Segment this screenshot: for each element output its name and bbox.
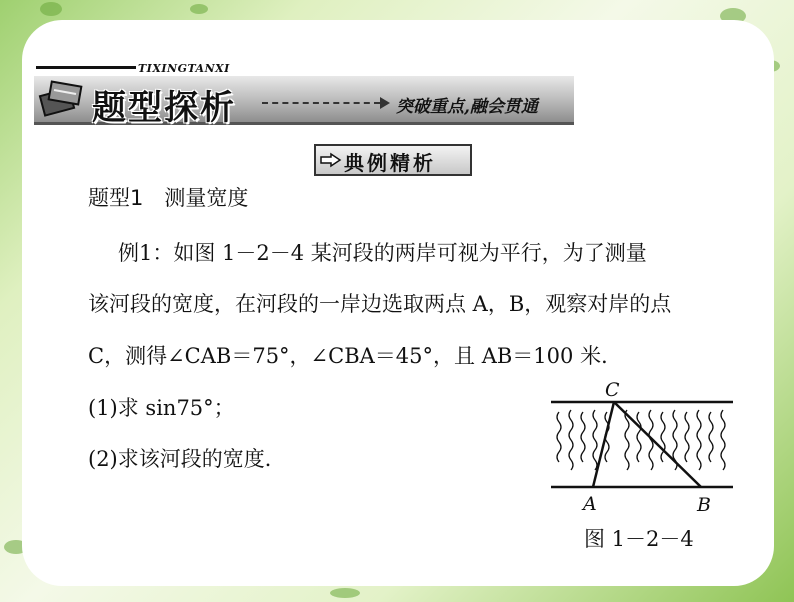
hand-pointer-icon [320, 152, 342, 168]
header-slogan: 突破重点,融会贯通 [396, 97, 538, 117]
header-dashed-line [262, 102, 380, 104]
slide-card [22, 20, 774, 586]
question-2: (2)求该河段的宽度． [88, 447, 286, 471]
header-rule [36, 66, 136, 69]
section-heading: 题型探析 [92, 88, 236, 128]
decorative-leaf [330, 588, 360, 598]
decorative-leaf [40, 2, 62, 16]
question-1: (1)求 sin75°； [88, 396, 235, 420]
point-a-label: A [583, 493, 597, 515]
badge-label: 典例精析 [344, 151, 436, 175]
slide-header [30, 60, 570, 126]
decorative-leaf [190, 4, 208, 14]
header-tab-label: TIXINGTANXI [138, 62, 230, 75]
example-text-line: 该河段的宽度，在河段的一岸边选取两点 A，B，观察对岸的点 [88, 292, 672, 316]
example-text-line: C，测得∠CAB＝75°，∠CBA＝45°，且 AB＝100 米． [88, 344, 623, 368]
example-text-line: 例1：如图 1－2－4 某河段的两岸可视为平行，为了测量 [118, 241, 647, 265]
problem-type-title: 题型1 测量宽度 [88, 186, 249, 210]
river-diagram [547, 370, 737, 520]
point-c-label: C [605, 379, 620, 401]
point-b-label: B [697, 494, 711, 516]
segment-ca [593, 402, 614, 487]
example-badge [314, 144, 472, 176]
water-waves [557, 410, 725, 470]
books-icon [38, 78, 86, 118]
figure-caption: 图 1－2－4 [584, 527, 694, 551]
arrow-right-icon [380, 97, 390, 109]
